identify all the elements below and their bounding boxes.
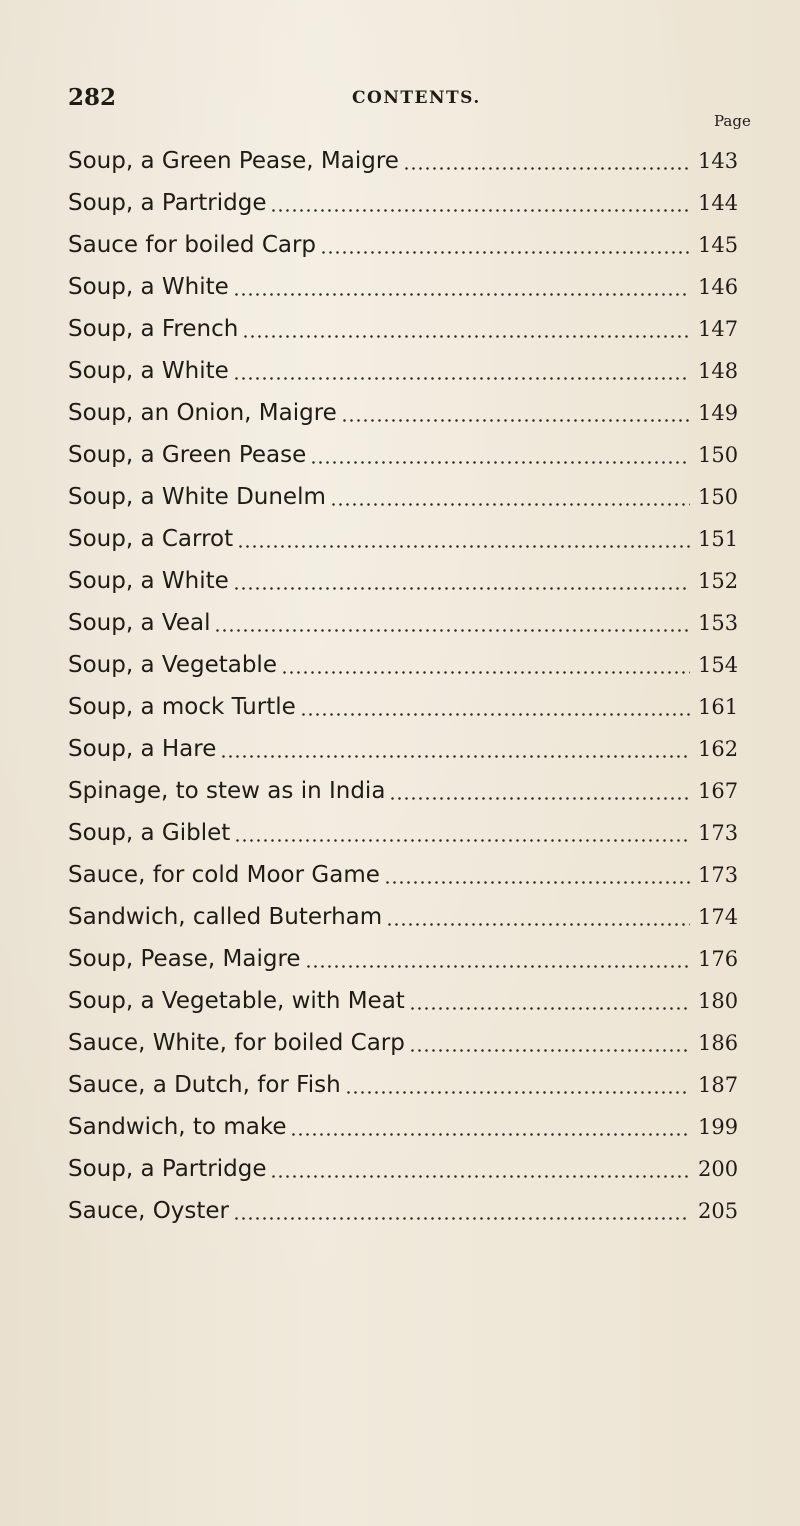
- dot-leader: [345, 1091, 690, 1094]
- entry-title: Soup, a mock Turtle: [68, 694, 296, 720]
- dot-leader: [409, 1049, 690, 1052]
- contents-entry: [68, 1022, 748, 1064]
- dot-leader: [214, 629, 690, 632]
- contents-entry: [68, 308, 748, 350]
- entry-title: Sauce, a Dutch, for Fish: [68, 1072, 341, 1098]
- contents-entry: [68, 770, 748, 812]
- contents-entry: [68, 1106, 748, 1148]
- dot-leader: [270, 209, 690, 212]
- entry-title: Soup, a White: [68, 358, 229, 384]
- entry-title: Sauce, Oyster: [68, 1198, 230, 1224]
- contents-entry: [68, 728, 748, 770]
- entry-page-number: 145: [698, 233, 739, 257]
- dot-leader: [220, 755, 690, 758]
- dot-leader: [384, 881, 690, 884]
- entry-page-number: 200: [698, 1157, 739, 1181]
- contents-entry: [68, 980, 748, 1022]
- entry-title: Soup, a French: [68, 316, 239, 342]
- dot-leader: [242, 335, 690, 338]
- dot-leader: [281, 671, 690, 674]
- entry-title: Sauce, for cold Moor Game: [68, 862, 380, 888]
- entry-page-number: 162: [698, 737, 739, 761]
- entry-title: Soup, a Green Pease, Maigre: [68, 148, 399, 174]
- entry-page-number: 148: [698, 359, 739, 383]
- contents-entry: [68, 1148, 748, 1190]
- dot-leader: [233, 1217, 690, 1220]
- entry-title: Soup, a Partridge: [68, 190, 267, 216]
- contents-list: [68, 140, 748, 1232]
- dot-leader: [403, 167, 690, 170]
- contents-entry: [68, 938, 748, 980]
- dot-leader: [233, 587, 690, 590]
- contents-entry: [68, 224, 748, 266]
- entry-page-number: 152: [698, 569, 739, 593]
- entry-title: Soup, a Hare: [68, 736, 217, 762]
- contents-entry: [68, 602, 748, 644]
- contents-entry: [68, 140, 748, 182]
- entry-page-number: 149: [698, 401, 739, 425]
- entry-title: Soup, an Onion, Maigre: [68, 400, 337, 426]
- entry-page-number: 154: [698, 653, 739, 677]
- page-header: [68, 84, 728, 114]
- entry-page-number: 147: [698, 317, 739, 341]
- entry-page-number: 150: [698, 443, 739, 467]
- contents-entry: [68, 1064, 748, 1106]
- running-head: CONTENTS.: [352, 88, 481, 108]
- dot-leader: [409, 1007, 690, 1010]
- dot-leader: [330, 503, 690, 506]
- contents-entry: [68, 350, 748, 392]
- contents-entry: [68, 686, 748, 728]
- entry-page-number: 173: [698, 821, 739, 845]
- contents-entry: [68, 1190, 748, 1232]
- contents-entry: [68, 854, 748, 896]
- dot-leader: [386, 923, 690, 926]
- entry-page-number: 153: [698, 611, 739, 635]
- entry-page-number: 151: [698, 527, 739, 551]
- page-number: 282: [68, 84, 117, 111]
- entry-title: Soup, a Vegetable, with Meat: [68, 988, 405, 1014]
- entry-page-number: 174: [698, 905, 739, 929]
- entry-page-number: 146: [698, 275, 739, 299]
- entry-page-number: 144: [698, 191, 739, 215]
- entry-title: Soup, a Green Pease: [68, 442, 307, 468]
- entry-title: Soup, a Partridge: [68, 1156, 267, 1182]
- dot-leader: [290, 1133, 690, 1136]
- contents-entry: [68, 518, 748, 560]
- dot-leader: [233, 293, 690, 296]
- entry-page-number: 199: [698, 1115, 739, 1139]
- contents-entry: [68, 896, 748, 938]
- entry-title: Soup, a White: [68, 274, 229, 300]
- entry-page-number: 187: [698, 1073, 739, 1097]
- dot-leader: [310, 461, 690, 464]
- entry-title: Sauce, White, for boiled Carp: [68, 1030, 405, 1056]
- dot-leader: [233, 377, 690, 380]
- entry-title: Sauce for boiled Carp: [68, 232, 317, 258]
- dot-leader: [234, 839, 690, 842]
- contents-entry: [68, 560, 748, 602]
- contents-entry: [68, 392, 748, 434]
- entry-page-number: 186: [698, 1031, 739, 1055]
- dot-leader: [270, 1175, 690, 1178]
- contents-entry: [68, 182, 748, 224]
- contents-entry: [68, 644, 748, 686]
- page-column-label: Page: [714, 112, 751, 130]
- dot-leader: [237, 545, 690, 548]
- contents-entry: [68, 476, 748, 518]
- entry-page-number: 167: [698, 779, 739, 803]
- entry-page-number: 173: [698, 863, 739, 887]
- entry-title: Soup, a Veal: [68, 610, 211, 636]
- contents-entry: [68, 266, 748, 308]
- entry-title: Spinage, to stew as in India: [68, 778, 386, 804]
- contents-entry: [68, 434, 748, 476]
- entry-page-number: 180: [698, 989, 739, 1013]
- entry-page-number: 176: [698, 947, 739, 971]
- entry-title: Soup, a Carrot: [68, 526, 234, 552]
- dot-leader: [389, 797, 690, 800]
- dot-leader: [320, 251, 690, 254]
- entry-page-number: 161: [698, 695, 739, 719]
- entry-title: Soup, a White: [68, 568, 229, 594]
- entry-title: Soup, a Vegetable: [68, 652, 277, 678]
- entry-title: Soup, Pease, Maigre: [68, 946, 301, 972]
- entry-page-number: 143: [698, 149, 739, 173]
- entry-title: Sandwich, to make: [68, 1114, 287, 1140]
- entry-title: Soup, a Giblet: [68, 820, 231, 846]
- dot-leader: [341, 419, 690, 422]
- entry-title: Sandwich, called Buterham: [68, 904, 383, 930]
- entry-title: Soup, a White Dunelm: [68, 484, 326, 510]
- dot-leader: [300, 713, 690, 716]
- dot-leader: [305, 965, 690, 968]
- entry-page-number: 205: [698, 1199, 739, 1223]
- contents-entry: [68, 812, 748, 854]
- entry-page-number: 150: [698, 485, 739, 509]
